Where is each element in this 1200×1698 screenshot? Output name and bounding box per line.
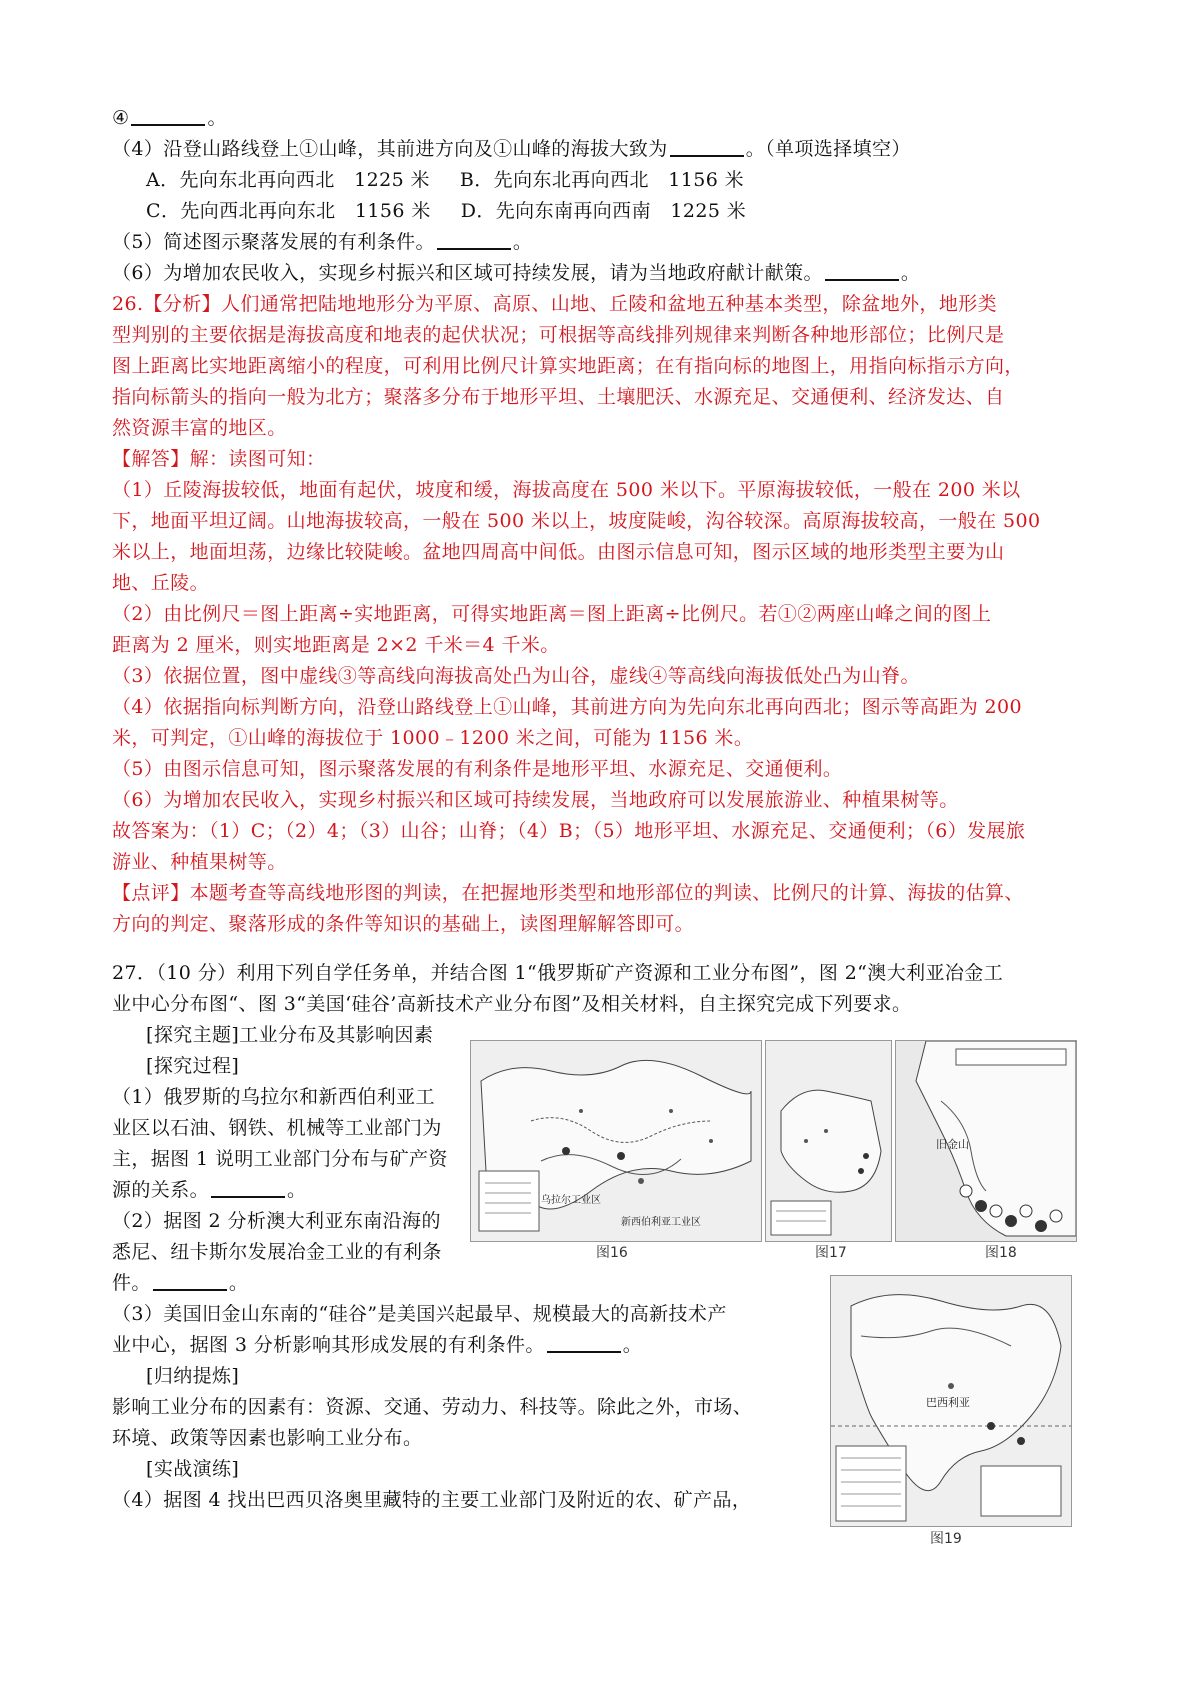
option-d: D．先向东南再向西南 1225 米 <box>460 200 747 222</box>
answer-blank[interactable] <box>211 1178 285 1198</box>
q27-p1-line: （1）俄罗斯的乌拉尔和新西伯利亚工 <box>112 1086 435 1108</box>
figure-17-australia-map <box>765 1040 892 1242</box>
q27-p1-line: 主，据图 1 说明工业部门分布与矿产资 <box>112 1148 448 1170</box>
option-a: A．先向东北再向西北 1225 米 <box>146 169 430 191</box>
fig18-caption: 图18 <box>985 1245 1017 1261</box>
final-answer-line: 游业、种植果树等。 <box>112 851 287 873</box>
q6-text: （6）为增加农民收入，实现乡村振兴和区域可持续发展，请为当地政府献计献策。 <box>112 262 823 284</box>
analysis-line: 型判别的主要依据是海拔高度和地表的起伏状况；可根据等高线排列规律来判断各种地形部位；比例尺是 <box>112 324 1005 346</box>
q4-options-row2 <box>146 196 1136 227</box>
punct: 。 <box>207 107 227 129</box>
punct: 。 <box>512 231 533 253</box>
punct: 。 <box>900 262 921 284</box>
answer-line: 米，可判定，①山峰的海拔位于 1000﹣1200 米之间，可能为 1156 米。 <box>112 727 754 749</box>
final-answer-line: 故答案为：（1）C；（2）4；（3）山谷；山脊；（4）B；（5）地形平坦、水源充足、交通便利；（6）发展旅 <box>112 820 1026 842</box>
answer-heading: 【解答】解：读图可知： <box>112 448 326 470</box>
figure-18-silicon-valley-map <box>895 1040 1077 1242</box>
q27-theme: [探究主题]工业分布及其影响因素 <box>146 1024 434 1046</box>
q27-summary-line: 环境、政策等因素也影响工业分布。 <box>112 1427 423 1449</box>
silicon-valley-map-drawing <box>896 1041 1076 1241</box>
q5-text: （5）简述图示聚落发展的有利条件。 <box>112 231 435 253</box>
answer-line: （2）由比例尺＝图上距离÷实地距离，可得实地距离＝图上距离÷比例尺。若①②两座山峰之间的图上 <box>112 603 992 625</box>
answer-line: （1）丘陵海拔较低，地面有起伏，坡度和缓，海拔高度在 500 米以下。平原海拔较低，一般在 200 米以 <box>112 479 1021 501</box>
q25-question5 <box>112 227 1102 258</box>
answer-line: 地、丘陵。 <box>112 572 210 594</box>
q27-p2-line: （2）据图 2 分析澳大利亚东南沿海的 <box>112 1210 441 1232</box>
q27-process-head: [探究过程] <box>146 1055 240 1077</box>
answer-blank[interactable] <box>437 230 511 250</box>
answer-line: 距离为 2 厘米，则实地距离是 2×2 千米＝4 千米。 <box>112 634 560 656</box>
answer-line: （5）由图示信息可知，图示聚落发展的有利条件是地形平坦、水源充足、交通便利。 <box>112 758 843 780</box>
q27-p4-line: （4）据图 4 找出巴西贝洛奥里藏特的主要工业部门及附近的农、矿产品， <box>112 1489 752 1511</box>
answer-line: （4）依据指向标判断方向，沿登山路线登上①山峰，其前进方向为先向东北再向西北；图示等高距为 200 <box>112 696 1022 718</box>
answer-blank[interactable] <box>153 1271 227 1291</box>
fig16-label-ural: 乌拉尔工业区 <box>541 1195 601 1206</box>
option-c: C．先向西北再向东北 1156 米 <box>146 200 431 222</box>
q4-tail: 。（单项选择填空） <box>745 138 911 160</box>
q4-text: （4）沿登山路线登上①山峰，其前进方向及①山峰的海拔大致为 <box>112 138 668 160</box>
q27-p3-line: （3）美国旧金山东南的“硅谷”是美国兴起最早、规模最大的高新技术产 <box>112 1303 727 1325</box>
option-b: B．先向东北再向西北 1156 米 <box>459 169 745 191</box>
fig16-label-siberia: 新西伯利亚工业区 <box>621 1217 701 1228</box>
analysis-line: 然资源丰富的地区。 <box>112 417 287 439</box>
comment-line: 【点评】本题考查等高线地形图的判读，在把握地形类型和地形部位的判读、比例尺的计算、海拔的估算、 <box>112 882 1024 904</box>
fig16-caption: 图16 <box>596 1245 628 1261</box>
punct: 。 <box>287 1179 307 1201</box>
p3-text: 业中心，据图 3 分析影响其形成发展的有利条件。 <box>112 1334 545 1356</box>
q25-question4 <box>112 134 1102 165</box>
p1-text: 源的关系。 <box>112 1179 210 1201</box>
answer-line: 下，地面平坦辽阔。山地海拔较高，一般在 500 米以上，坡度陡峻，沟谷较深。高原海拔较高，一般在 500 <box>112 510 1041 532</box>
fig19-label-brasilia: 巴西利亚 <box>926 1396 970 1409</box>
figure-19-brazil-map <box>830 1275 1072 1527</box>
answer-blank[interactable] <box>670 137 744 157</box>
punct: 。 <box>228 1272 249 1294</box>
russia-map-drawing <box>471 1041 761 1241</box>
answer-line: 米以上，地面坦荡，边缘比较陡峻。盆地四周高中间低。由图示信息可知，图示区域的地形类型主要为山 <box>112 541 1005 563</box>
q27-summary-line: 影响工业分布的因素有：资源、交通、劳动力、科技等。除此之外，市场、 <box>112 1396 753 1418</box>
answer-blank[interactable] <box>547 1333 621 1353</box>
q27-summary-head: [归纳提炼] <box>146 1365 240 1387</box>
q27-p2-line: 悉尼、纽卡斯尔发展冶金工业的有利条 <box>112 1241 442 1263</box>
answer-line: （3）依据位置，图中虚线③等高线向海拔高处凸为山谷，虚线④等高线向海拔低处凸为山脊。 <box>112 665 920 687</box>
item4-marker: ④ <box>112 107 130 129</box>
q25-question6 <box>112 258 1102 289</box>
q27-intro-line: 27．（10 分）利用下列自学任务单，并结合图 1“俄罗斯矿产资源和工业分布图”，图 2“澳大利亚冶金工 <box>112 962 1004 984</box>
analysis-line: 图上距离比实地距离缩小的程度，可利用比例尺计算实地距离；在有指向标的地图上，用指向标指示方向， <box>112 355 1024 377</box>
q27-p1-line: 业区以石油、钢铁、机械等工业部门为 <box>112 1117 442 1139</box>
q27-practice-head: [实战演练] <box>146 1458 240 1480</box>
q27-intro-line: 业中心分布图“、图 3“美国‘硅谷’高新技术产业分布图”及相关材料，自主探究完成下列要求。 <box>112 993 912 1015</box>
analysis-line: 指向标箭头的指向一般为北方；聚落多分布于地形平坦、土壤肥沃、水源充足、交通便利、经济发达、自 <box>112 386 1005 408</box>
p2-text: 件。 <box>112 1272 151 1294</box>
australia-map-drawing <box>766 1041 891 1241</box>
comment-line: 方向的判定、聚落形成的条件等知识的基础上，读图理解解答即可。 <box>112 913 695 935</box>
figure-16-russia-map <box>470 1040 762 1242</box>
answer-blank[interactable] <box>825 261 899 281</box>
analysis-line: 26.【分析】人们通常把陆地地形分为平原、高原、山地、丘陵和盆地五种基本类型，除盆地外，地形类 <box>112 293 998 315</box>
answer-line: （6）为增加农民收入，实现乡村振兴和区域可持续发展，当地政府可以发展旅游业、种植果树等。 <box>112 789 959 811</box>
q25-item4-line <box>112 103 1102 134</box>
answer-blank[interactable] <box>131 106 205 126</box>
punct: 。 <box>622 1334 643 1356</box>
q4-options-row1 <box>146 165 1136 196</box>
fig18-label-sanfrancisco: 旧金山 <box>936 1138 969 1151</box>
fig19-caption: 图19 <box>930 1531 962 1547</box>
fig17-caption: 图17 <box>815 1245 847 1261</box>
